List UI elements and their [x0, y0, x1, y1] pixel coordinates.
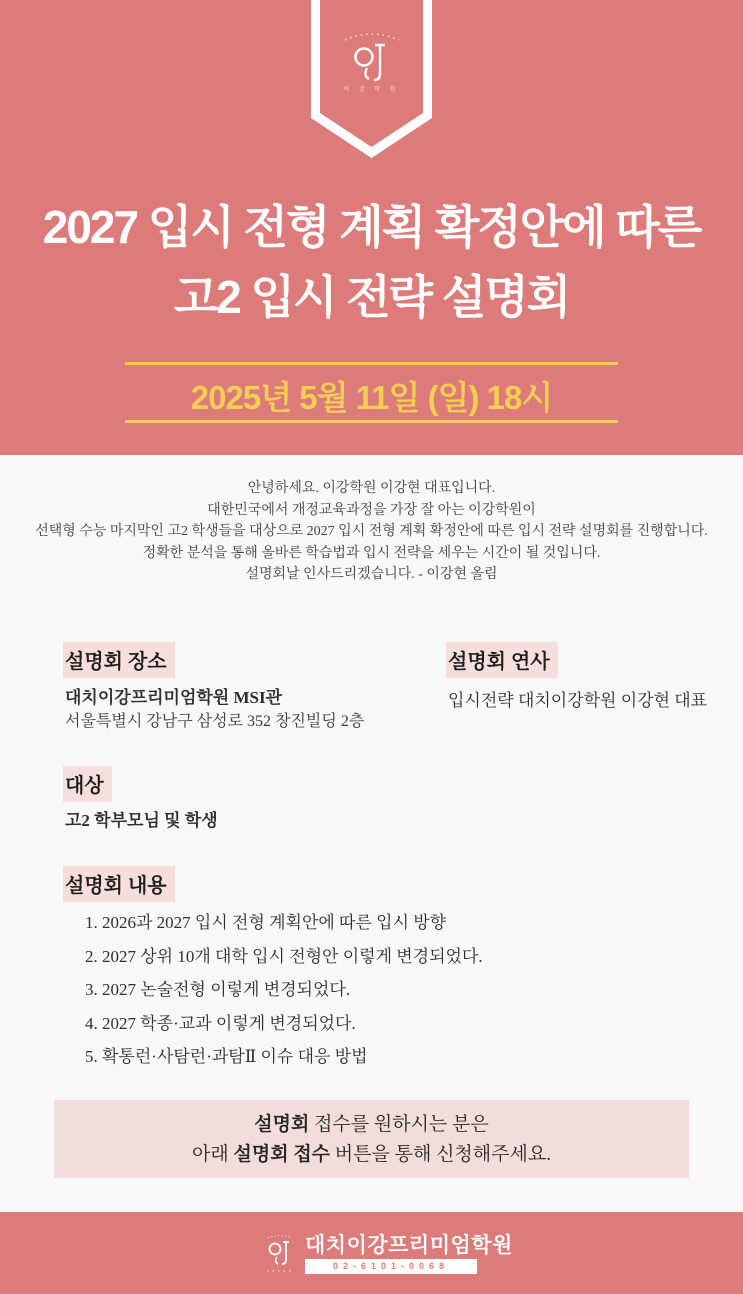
notice-text: 버튼을 통해 신청해주세요.: [330, 1144, 551, 1165]
greeting-line: 안녕하세요. 이강학원 이강현 대표입니다.: [247, 481, 496, 496]
event-date: 2025년 5월 11일 (일) 18시: [190, 379, 553, 416]
greeting-line: 정확한 분석을 통해 올바른 학습법과 입시 전략을 세우는 시간이 될 것입니다.: [142, 545, 601, 561]
title-line-1: 2027 입시 전형 계획 확정안에 따른: [42, 201, 701, 253]
venue-heading: 설명회 장소: [63, 642, 175, 678]
hero-header: [0, 0, 743, 455]
speaker-heading: 설명회 연사: [446, 642, 558, 678]
list-item: 4. 2027 학종·교과 이렇게 변경되었다.: [85, 1013, 356, 1033]
notice-text: 아래: [192, 1144, 234, 1165]
academy-name: 대치이강프리미엄학원: [305, 1234, 513, 1257]
title-line-2: 고2 입시 전략 설명회: [173, 271, 570, 323]
greeting-line: 설명회날 인사드리겠습니다. - 이강현 올림: [245, 567, 498, 582]
notice-text: 접수를 원하시는 분은: [309, 1114, 489, 1135]
notice-bold: 설명회 접수: [233, 1144, 331, 1165]
list-item: 5. 확통런·사탐런·과탐Ⅱ 이슈 대응 방법: [85, 1047, 368, 1066]
notice-line-2: [54, 1140, 689, 1170]
venue-address: 서울특별시 강남구 삼성로 352 창진빌딩 2층: [65, 713, 365, 730]
banner-caption: 이 강 학 원: [343, 87, 400, 93]
notice-line-1: [54, 1110, 689, 1140]
academy-logo-icon: [311, 0, 432, 158]
audience-heading: 대상: [63, 766, 112, 802]
date-divider-bottom: [125, 420, 618, 423]
greeting-line: 대한민국에서 개정교육과정을 가장 잘 아는 이강학원이: [207, 502, 536, 518]
audience-value: 고2 학부모님 및 학생: [65, 811, 218, 830]
list-item: 1. 2026과 2027 입시 전형 계획안에 따른 입시 방향: [85, 913, 447, 932]
greeting-paragraph: [0, 478, 743, 586]
notice-bold: 설명회: [254, 1114, 310, 1135]
registration-notice-box: [54, 1100, 689, 1178]
footer-bar: [0, 1212, 743, 1294]
ribbon-banner: [311, 0, 432, 158]
venue-name: 대치이강프리미엄학원 MSI관: [65, 688, 283, 707]
list-item: 3. 2027 논술전형 이렇게 변경되었다.: [85, 980, 351, 999]
list-item: 2. 2027 상위 10개 대학 입시 전형안 이렇게 변경되었다.: [85, 946, 483, 966]
greeting-line: 선택형 수능 마지막인 고2 학생들을 대상으로 2027 입시 전형 계획 확정안에 따른 입시 전략 설명회를 진행합니다.: [35, 524, 708, 539]
contents-heading: 설명회 내용: [63, 866, 175, 902]
contents-list: [85, 906, 483, 1074]
page-title: [0, 192, 743, 332]
phone-number: 02-6101-0068: [305, 1259, 477, 1274]
academy-logo-icon: [263, 1232, 297, 1274]
date-divider-top: [125, 362, 618, 365]
speaker-value: 입시전략 대치이강학원 이강현 대표: [448, 691, 708, 710]
